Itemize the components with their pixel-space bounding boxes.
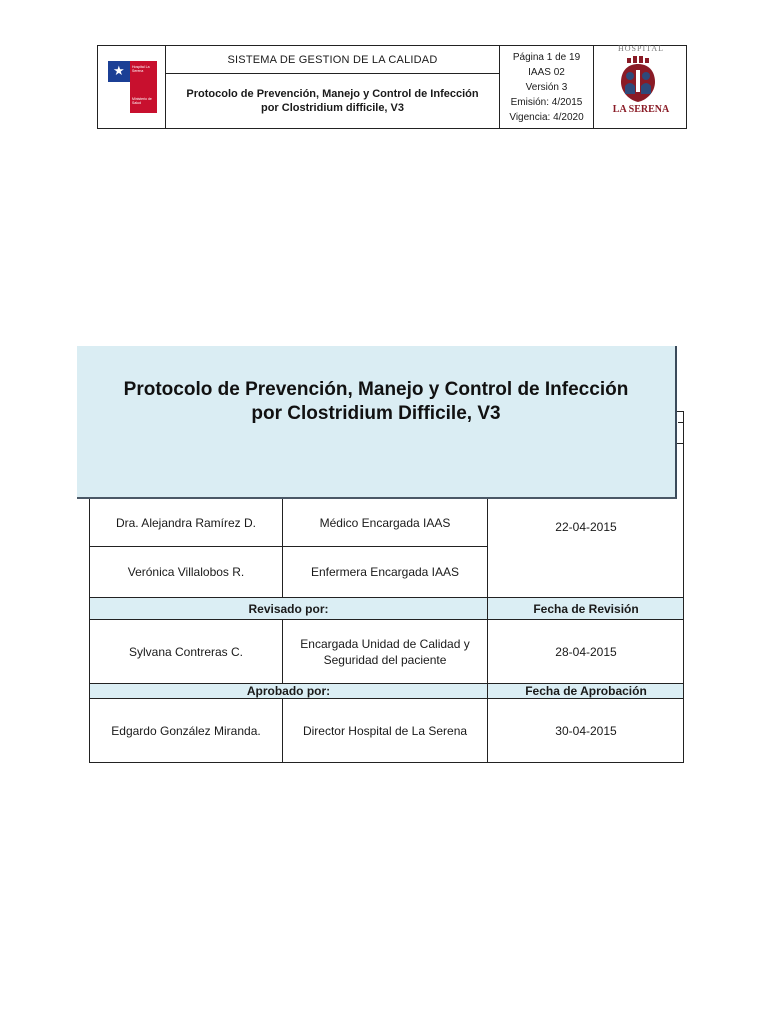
document-title-line1: Protocolo de Prevención, Manejo y Control de Infección xyxy=(186,87,479,100)
star-icon: ★ xyxy=(113,63,125,78)
document-meta xyxy=(500,50,593,125)
document-title xyxy=(172,73,493,128)
author-2-name: Verónica Villalobos R. xyxy=(127,565,245,579)
cover-title-line2: por Clostridium Difficile, V3 xyxy=(251,403,501,424)
reviewer-role-line1: Encargada Unidad de Calidad y xyxy=(300,636,470,651)
hospital-logo-bottom-text: LA SERENA xyxy=(612,104,670,115)
revision-date-header: Fecha de Revisión xyxy=(533,601,639,616)
author-2-role: Enfermera Encargada IAAS xyxy=(310,565,460,579)
hospital-la-serena-logo xyxy=(597,46,685,128)
reviewer-role-line2: Seguridad del paciente xyxy=(323,652,447,667)
document-version: Versión 3 xyxy=(525,82,568,93)
system-name: SISTEMA DE GESTION DE LA CALIDAD xyxy=(166,46,499,74)
gobierno-de-chile-logo xyxy=(108,61,157,113)
document-title-line2: por Clostridium difficile, V3 xyxy=(260,101,405,114)
document-code: IAAS 02 xyxy=(528,67,565,78)
hospital-logo-cell xyxy=(594,46,688,128)
validity-date: Vigencia: 4/2020 xyxy=(509,112,584,123)
revision-date: 28-04-2015 xyxy=(555,644,617,659)
document-header xyxy=(97,45,687,129)
author-1-name: Dra. Alejandra Ramírez D. xyxy=(115,515,257,530)
approval-date-header: Fecha de Aprobación xyxy=(525,683,647,698)
logo-top-text: Hospital La Serena xyxy=(132,65,150,73)
cover-title-line1: Protocolo de Prevención, Manejo y Control de Infección xyxy=(123,379,629,400)
cover-title xyxy=(77,378,675,426)
approver-name: Edgardo González Miranda. xyxy=(111,724,261,738)
approval-date: 30-04-2015 xyxy=(555,724,617,738)
gobierno-logo-cell xyxy=(98,46,166,128)
reviewer-name: Sylvana Contreras C. xyxy=(128,644,244,659)
document-meta-cell xyxy=(500,46,594,128)
logo-bottom-text: Ministerio de Salud xyxy=(132,97,152,105)
approver-role: Director Hospital de La Serena xyxy=(302,724,468,738)
reviewer-role xyxy=(283,620,487,683)
header-title-cell xyxy=(166,46,500,128)
author-1-role: Médico Encargada IAAS xyxy=(319,515,451,530)
approved-by-header: Aprobado por: xyxy=(246,683,331,698)
hospital-emblem-icon xyxy=(597,46,685,128)
page-number: Página 1 de 19 xyxy=(512,52,581,63)
hospital-logo-top-text: HOSPITAL xyxy=(617,44,665,53)
revised-by-header: Revisado por: xyxy=(248,601,329,616)
authors-date: 22-04-2015 xyxy=(555,519,617,534)
cover-title-card xyxy=(77,346,677,499)
emission-date: Emisión: 4/2015 xyxy=(510,97,583,108)
